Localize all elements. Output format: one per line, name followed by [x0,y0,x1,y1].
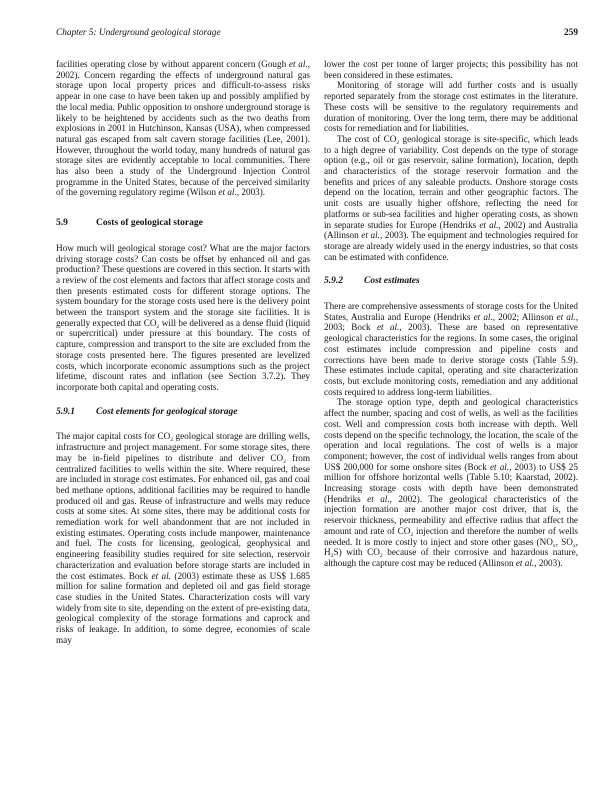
right-column [324,59,578,645]
subscript-text: 2 [330,553,334,560]
running-head [56,28,578,39]
chapter-title: Chapter 5: Underground geological storage [56,28,221,38]
subscript-text: 2 [410,531,414,538]
subscript-text: 2 [396,139,400,146]
subscript-text: 2 [156,323,160,330]
italic-text: et al. [489,461,510,472]
paragraph: The major capital costs for $CO_2$ geological storage are drilling wells, infrastructure and project management. For some storage sites, there may be in-field pipelines to distribute and deliver $CO_2$ from centralized facilities to wells within the site. Where required, these are included in storage cost estimates. For enhanced oil, gas and coal bed methane options, additional facilities may be required to handle produced oil and gas. Reuse of infrastructure and wells may reduce costs at some sites. At some sites, there may be additional costs for remediation work for well abandonment that are not included in existing estimates. Operating costs include manpower, maintenance and fuel. The costs for licensing, geological, geophysical and engineering feasibility studies required for site selection, reservoir characterization and evaluation before storage starts are included in the cost estimates. Bock et al. (2003) estimate these as US$ 1.685 million for saline formation and depleted oil and gas field storage case studies in the United States. Characterization costs will vary widely from site to site, depending on the extent of pre-existing data, geological complexity of the storage formations and caprock and risks of leakage. In addition, to some degree, economies of scale may [56,431,311,645]
section-number: 5.9.1 [56,406,75,417]
italic-text: et al. [479,219,499,230]
italic-text: et al. [473,311,493,322]
section-heading [56,407,310,418]
subscript-text: x [572,542,576,549]
italic-text: et al. [151,570,171,581]
paragraph: facilities operating close by without apparent concern (Gough et al., 2002). Concern regarding the effects of underground natural gas storage upon local property prices and difficult-to-assess risks appear in one case to have been taken up and possibly amplified by the local media. Public opposition to onshore underground storage is likely to be heightened by accidents such as the two deaths from explosions in 2001 in Hutchinson, Kansas (USA), when compressed natural gas escaped from salt cavern storage facilities (Lee, 2001). However, throughout the world today, many hundreds of natural gas storage sites are evidently acceptable to local communities. There has also been a study of the Underground Injection Control programme in the United States, because of the perceived similarity of the governing regulatory regime (Wilson et al., 2003). [56,59,310,198]
paragraph: Monitoring of storage will add further costs and is usually reported separately from the storage cost estimates in the literature. These costs will be sensitive to the regulatory requirements and duration of monitoring. Over the long term, there may be additional costs for remediation and for liabilities. [324,80,578,134]
paragraph: There are comprehensive assessments of storage costs for the United States, Australia and Europe (Hendriks et al., 2002; Allinson et al., 2003; Bock et al., 2003). These are based on representative geological characteristics for the regions. In some cases, the original cost estimates include compression and pipeline costs and corrections have been made to derive storage costs (Table 5.9). These estimates include capital, operating and site characterization costs, but exclude monitoring costs, remediation and any additional costs required to address long-term liabilities. [324,301,578,397]
subscript-text: x [552,542,556,549]
italic-text: et al [218,187,235,198]
paragraph: The storage option type, depth and geological characteristics affect the number, spacing and cost of wells, as well as the facilities cost. Well and compression costs both increase with depth. Well costs depend on the specific technology, the location, the scale of the operation and local regulations. The cost of wells is a major component; however, the cost of individual wells ranges from about US$ 200,000 for some onshore sites (Bock et al., 2003) to US$ 25 million for offshore horizontal wells (Table 5.10; Kaarstad, 2002). Increasing storage costs with depth have been demonstrated (Hendriks et al., 2002). The geological characteristics of the injection formation are another major cost driver, that is, the reservoir thickness, permeability and effective radius that affect the amount and rate of $CO_2$ injection and therefore the number of wells needed. It is more costly to inject and store other gases ($NO_x$, $SO_x$, $H_2S$) with $CO_2$ because of their corrosive and hazardous nature, although the capture cost may be reduced (Allinson et al., 2003). [324,397,578,568]
section-heading [324,276,578,287]
paragraph: lower the cost per tonne of larger projects; this possibility has not been considered in these estimates. [324,59,578,80]
section-heading [56,218,310,229]
subscript-text: 2 [283,458,287,465]
paragraph: How much will geological storage cost? What are the major factors driving storage costs? Can costs be offset by enhanced oil and gas production? These questions are covered in this section. It starts with a review of the cost elements and factors that affect storage costs and then presents estimated costs for different storage options. The system boundary for the storage costs used here is the delivery point between the transport system and the storage site facilities. It is generally expected that $CO_2$ will be delivered as a dense fluid (liquid or supercritical) under pressure at this boundary. The costs of capture, compression and transport to the site are excluded from the storage costs presented here. The figures presented are levelized costs, which incorporate economic assumptions such as the project lifetime, discount rates and inflation (see Section 3.7.2). They incorporate both capital and operating costs. [56,242,310,392]
italic-text: et al. [367,493,390,504]
subscript-text: 2 [170,437,174,444]
page-number: 259 [564,28,578,38]
italic-text: et al. [515,557,535,568]
paragraph: The cost of $CO_2$ geological storage is site-specific, which leads to a high degree of variability. Cost depends on the type of storage option (e.g., oil or gas reservoir, saline formation), location, depth and characteristics of the storage reservoir formation and the benefits and prices of any saleable products. Onshore storage costs depend on the location, terrain and other geographic factors. The unit costs are usually higher offshore, reflecting the need for platforms or sub-sea facilities and higher operating costs, as shown in separate studies for Europe (Hendriks et al., 2002) and Australia (Allinson et al., 2003). The equipment and technologies required for storage are already widely used in the energy industries, so that costs can be estimated with confidence. [324,133,579,262]
italic-text: et al [288,59,306,69]
left-column [56,59,310,645]
italic-text: et al. [556,311,576,322]
section-title: Cost elements for geological storage [96,406,238,417]
text-columns [56,59,578,645]
section-title: Costs of geological storage [96,218,203,229]
section-number: 5.9 [56,218,68,229]
section-title: Cost estimates [364,276,420,287]
section-number: 5.9.2 [324,276,343,287]
italic-text: et al. [361,230,380,241]
subscript-text: 2 [379,553,383,560]
italic-text: et al. [376,322,400,333]
